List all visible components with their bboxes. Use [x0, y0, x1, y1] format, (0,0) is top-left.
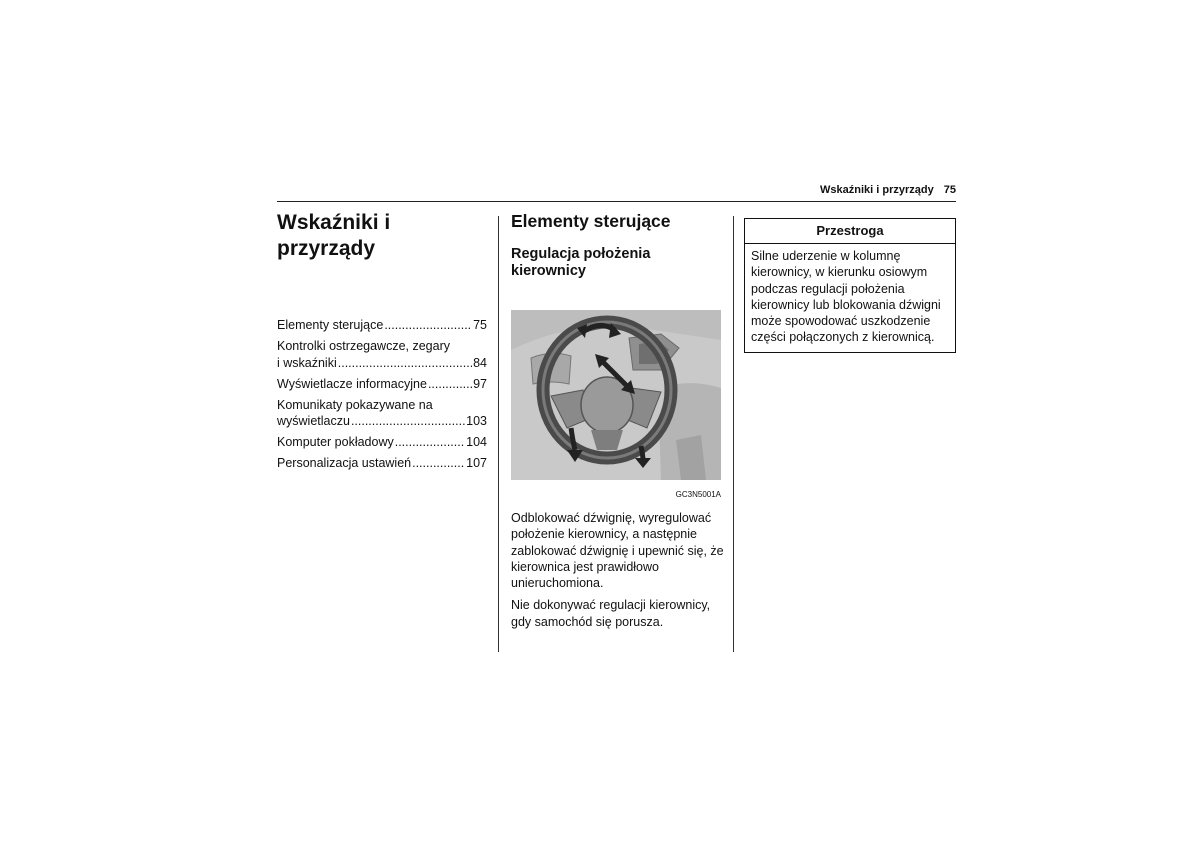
toc-label-cont: i wskaźniki	[277, 355, 337, 370]
toc-label: Komunikaty pokazywane na	[277, 397, 433, 412]
caution-title: Przestroga	[745, 219, 955, 244]
toc-entry-komputer[interactable]	[277, 434, 487, 451]
toc-entry-personalizacja[interactable]	[277, 455, 487, 472]
running-head	[760, 184, 956, 196]
paragraph-2: Nie dokonywać regulacji kierownicy, gdy samochód się porusza.	[511, 598, 711, 629]
running-head-title: Wskaźniki i przyrządy	[820, 184, 934, 196]
subsection-title-line-2: kierownicy	[511, 263, 586, 279]
toc-page: 84	[473, 355, 487, 370]
toc-leader	[338, 355, 472, 372]
toc-page: 103	[466, 414, 487, 428]
table-of-contents	[277, 317, 487, 476]
toc-page: 104	[466, 435, 487, 449]
column-divider-2	[733, 216, 734, 652]
paragraph-1: Odblokować dźwignię, wyregulować położenie kierownicy, a następnie zablokować dźwignię i upewnić się, że kierownica jest prawidłowo unieruchomiona.	[511, 511, 724, 591]
page-number: 75	[943, 184, 956, 196]
section-title: Elementy sterujące	[511, 211, 671, 231]
column-divider-1	[498, 216, 499, 652]
chapter-title-line-2: przyrządy	[277, 237, 376, 260]
caution-box	[744, 218, 956, 353]
toc-leader	[412, 455, 465, 472]
subsection-title-line-1: Regulacja położenia	[511, 246, 651, 262]
toc-label: Personalizacja ustawień	[277, 456, 412, 470]
toc-page: 75	[473, 318, 487, 332]
toc-leader	[384, 317, 472, 334]
caution-text: Silne uderzenie w kolumnę kierownicy, w kierunku osiowym podczas regulacji położenia kierownicy lub blokowania dźwigni może spowodować uszkodzenie części połączonych z kierownicą.	[751, 249, 941, 345]
toc-label-cont: wyświetlaczu	[277, 414, 350, 428]
toc-label: Wyświetlacze informacyjne	[277, 376, 427, 391]
toc-leader	[428, 376, 472, 393]
body-text	[511, 510, 726, 636]
steering-wheel-drawing	[511, 310, 721, 480]
toc-label: Kontrolki ostrzegawcze, zegary	[277, 339, 450, 353]
toc-entry-kontrolki[interactable]	[277, 338, 487, 371]
chapter-title	[277, 210, 492, 262]
toc-entry-komunikaty[interactable]	[277, 397, 487, 430]
toc-leader	[395, 434, 465, 451]
toc-entry-elementy-sterujace[interactable]	[277, 317, 487, 334]
steering-wheel-illustration	[511, 310, 721, 480]
toc-label: Elementy sterujące	[277, 318, 384, 332]
chapter-title-line-1: Wskaźniki i	[277, 211, 391, 234]
figure-code: GC3N5001A	[675, 490, 721, 499]
toc-leader	[351, 413, 465, 430]
toc-page: 97	[473, 376, 487, 391]
toc-label: Komputer pokładowy	[277, 435, 394, 449]
header-rule	[277, 201, 956, 202]
toc-page: 107	[466, 456, 487, 470]
toc-entry-wyswietlacze[interactable]	[277, 376, 487, 393]
subsection-title	[511, 246, 721, 280]
